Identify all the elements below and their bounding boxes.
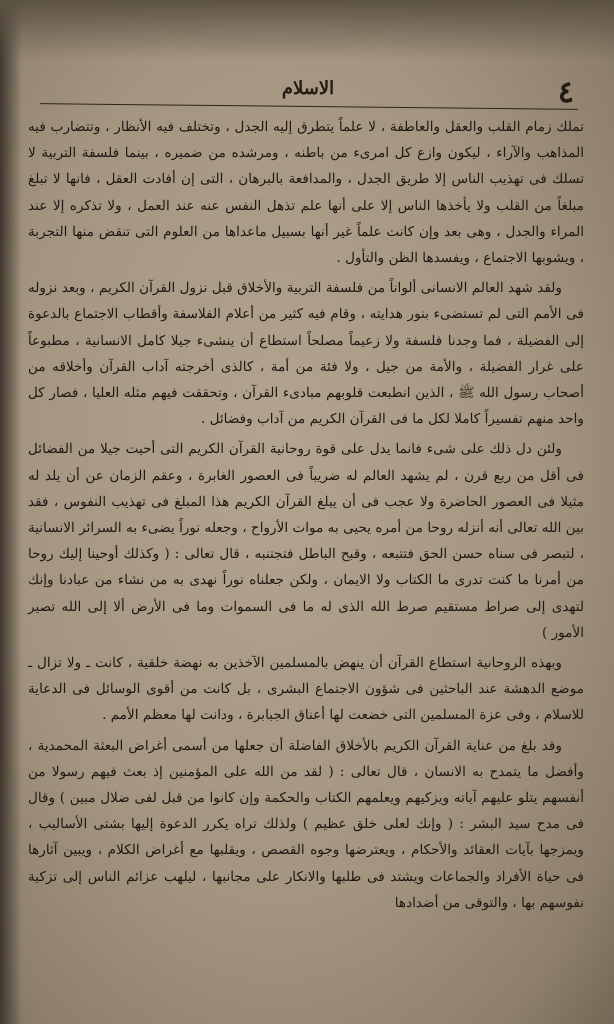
paragraph: وقد بلغ من عناية القرآن الكريم بالأخلاق الفاضلة أن جعلها من أسمى أغراض البعثة المحمدية ، وأفضل ما يتمدح به الانسان ، قال تعالى : ( لقد من الله على المؤمنين إذ بعث فيهم رسولا من أنفسهم يتلو عليهم آياته ويزكيهم ويعلمهم الكتاب والحكمة وإن كانوا من قبل لفى ضلال مبين ) وقال فى مدح سيد البشر : ( وإنك لعلى خلق عظيم ) ولذلك تراه يكرر الدعوة إليها بشتى الأساليب ، ويمزجها بآيات العقائد والأحكام ، ويعترضها وجوه القصص ، ويقلبها مع أغراض الكلام ، ويبين آثارها فى حياة الأفراد والجماعات ويشتد فى طلبها والانكار على مجانبها ، ليلهب عزائم الناس إلى تزكية نفوسهم بها ، والتوقى من أضدادها [28,737,584,911]
body-text [28,114,584,920]
page-header [36,72,580,108]
running-title: الاسلام [281,78,335,99]
page-top-shadow [0,0,614,60]
page-gutter-shadow [0,0,22,1024]
paragraph: تملك زمام القلب والعقل والعاطفة ، لا علماً يتطرق إليه الجدل ، وتختلف فيه الأنظار ، وتتضارب فيه المذاهب والآراء ، ليكون وازع كل امرىء من باطنه ، ومرشده من ضميره ، بينما فلسفة التربية لا تسلك فى تهذيب الناس إلا طريق الجدل ، والمدافعة بالبرهان ، التى إن أفادت العقل ، فانها لا تبلغ مبلغاً من القلب ولا يأخذها الناس إلا على أنها علم تذهل النفس عنه عند العمل ، ولا تذكره إلا عند المراء والجدل ، وهى بعد وإن كانت علماً غير أنها بسبيل ماعداها من العلوم التى تنقض منها التجربة ، ويشوبها الاجتماع ، ويفسدها الظن والتأول . [28,119,584,267]
paragraph: ولئن دل ذلك على شىء فانما يدل على قوة روحانية القرآن الكريم التى أحيت جيلا من الفضائل فى أقل من ربع قرن ، لم يشهد العالم له ضريباً فى العصور الغابرة ، وعقم الزمان عن أن يلد له مثيلا فى العصور الحاضرة ولا عجب فى أن يبلغ القرآن الكريم هذا المبلغ فى تهذيب النفوس ، فقد بين الله تعالى أنه أنزله روحا من أمره يحيى به موات الأرواح ، وجعله نوراً يضىء به السرائر الانسانية ، لتبصر فى سناه حسن الحق فتتبعه ، وقبح الباطل فتجتنبه ، قال تعالى : ( وكذلك أوحينا إليك روحا من أمرنا ما كنت تدرى ما الكتاب ولا الايمان ، ولكن جعلناه نوراً نهدى به من نشاء من عبادنا وإنك لتهدى إلى صراط مستقيم صرط الله الذى له ما فى السموات وما فى الأرض ألا إلى الله تصير الأمور ) [28,441,584,641]
paragraph: وبهذه الروحانية استطاع القرآن أن ينهض بالمسلمين الآخذين به نهضة خلقية ، كانت ـ ولا تزال ـ موضع الدهشة عند الباحثين فى شؤون الاجتماع البشرى ، بل كانت من أقوى الوسائل فى الدعاية للاسلام ، وفى عزة المسلمين التى خضعت لها أعناق الجبابرة ، ودانت لها معظم الأمم . [28,655,584,724]
page-number: ٤ [557,75,574,110]
paragraph: ولقد شهد العالم الانسانى ألواناً من فلسفة التربية والأخلاق قبل نزول القرآن الكريم ، وبعد نزوله فى الأمم التى لم تستضىء بنور هدايته ، وقام فيه كثير من أعلام الفلاسفة وأقطاب الاجتماع بالدعوة إلى الفضيلة ، فما وجدنا فلسفة ولا زعيماً مصلحاً استطاع أن ينشىء جيلا كامل الانسانية ، مطبوعاً على غرار الفضيلة ، والأمة من جيل ، ولا فئة من أمة ، كالذى أخرجته آداب القرآن وأخلاقه من أصحاب رسول الله ﷺ ، الذين انطبعت قلوبهم مبادىء القرآن ، وتحققت فيهم مثله العليا ، فصار كل واحد منهم تفسيراً كاملا لكل ما فى القرآن الكريم من آداب وفضائل . [28,280,584,428]
